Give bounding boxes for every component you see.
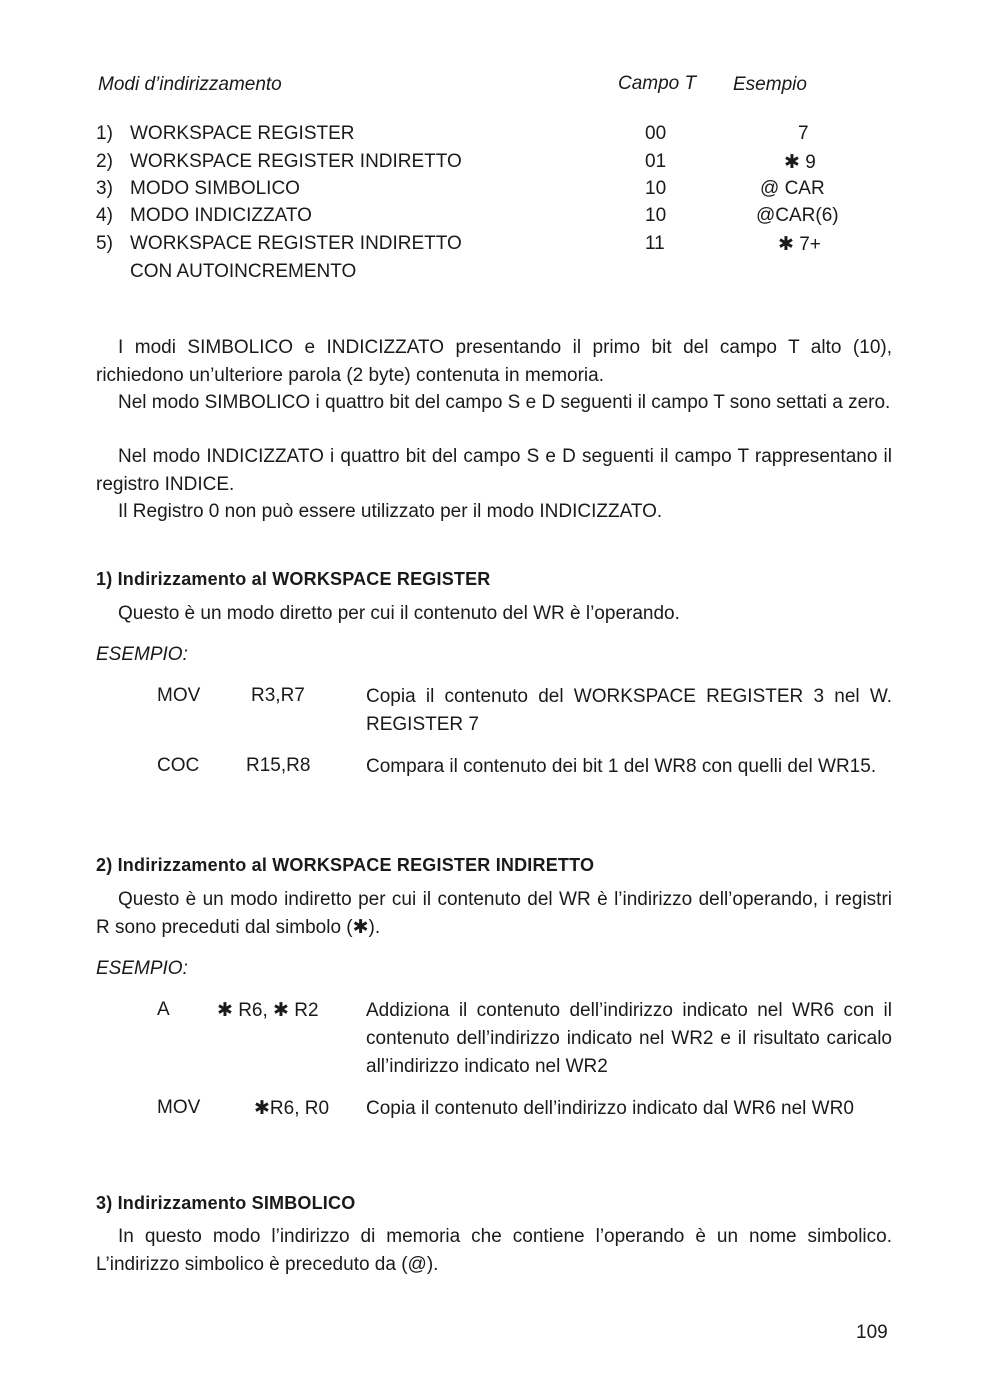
example-description: Copia il contenuto del WORKSPACE REGISTER 3 nel W. REGISTER 7 [366,686,892,735]
example-description: Copia il contenuto dell’indirizzo indicato dal WR6 nel WR0 [366,1098,854,1119]
row-number: 1) [96,123,113,144]
table-header-field: Campo T [618,73,697,94]
row-field: 10 [645,178,667,199]
page-number: 109 [856,1322,888,1343]
intro-paragraph: Nel modo INDICIZZATO i quattro bit del campo S e D seguenti il campo T rappresentano il registro INDICE. [96,446,892,495]
row-mode: MODO SIMBOLICO [130,178,300,199]
intro-paragraph: Il Registro 0 non può essere utilizzato per il modo INDICIZZATO. [118,501,663,522]
row-field: 00 [645,123,667,144]
row-mode: WORKSPACE REGISTER [130,123,355,144]
section-heading: 3) Indirizzamento SIMBOLICO [96,1193,356,1213]
row-example: @ CAR [760,178,825,199]
table-header-mode: Modi d’indirizzamento [98,74,282,95]
example-description: Compara il contenuto dei bit 1 del WR8 con quelli del WR15. [366,756,877,777]
row-number: 3) [96,178,113,199]
example-description: Addiziona il contenuto dell’indirizzo indicato nel WR6 con il contenuto dell’indirizzo indicato nel WR2 e il risultato caricalo all’indirizzo indicato nel WR2 [366,1000,892,1077]
row-example: ✱ 9 [784,152,816,173]
table-header-example: Esempio [733,74,807,95]
row-number: 2) [96,151,113,172]
example-label: ESEMPIO: [96,958,188,979]
row-example: 7 [798,123,809,144]
example-label: ESEMPIO: [96,644,188,665]
section-heading: 1) Indirizzamento al WORKSPACE REGISTER [96,569,491,589]
section-text: Questo è un modo indiretto per cui il contenuto del WR è l’indirizzo dell’operando, i registri R sono preceduti dal simbolo (✱). [96,889,892,938]
row-field: 10 [645,205,667,226]
example-opcode: MOV [157,1097,201,1118]
intro-paragraph: I modi SIMBOLICO e INDICIZZATO presentando il primo bit del campo T alto (10), richiedono un’ulteriore parola (2 byte) contenuta in memoria. [96,337,892,386]
row-mode: MODO INDICIZZATO [130,205,312,226]
row-example: ✱ 7+ [778,234,821,255]
row-mode-continuation: CON AUTOINCREMENTO [130,261,357,282]
row-number: 5) [96,233,113,254]
row-mode: WORKSPACE REGISTER INDIRETTO [130,233,462,254]
section-heading: 2) Indirizzamento al WORKSPACE REGISTER INDIRETTO [96,855,595,875]
row-number: 4) [96,205,113,226]
example-opcode: MOV [157,685,201,706]
intro-paragraph: Nel modo SIMBOLICO i quattro bit del campo S e D seguenti il campo T sono settati a zero. [118,392,891,413]
section-text: Questo è un modo diretto per cui il contenuto del WR è l’operando. [118,603,680,624]
example-opcode: COC [157,755,200,776]
example-operands: R3,R7 [251,685,305,706]
row-field: 11 [645,233,665,254]
row-example: @CAR(6) [756,205,839,226]
section-text: In questo modo l’indirizzo di memoria che contiene l’operando è un nome simbolico. L’indirizzo simbolico è preceduto da (@). [96,1226,892,1275]
example-operands: R15,R8 [246,755,311,776]
row-field: 01 [645,151,667,172]
example-operands: ✱R6, R0 [254,1098,330,1119]
row-mode: WORKSPACE REGISTER INDIRETTO [130,151,462,172]
example-operands: ✱ R6, ✱ R2 [217,1000,319,1021]
example-opcode: A [157,999,170,1020]
